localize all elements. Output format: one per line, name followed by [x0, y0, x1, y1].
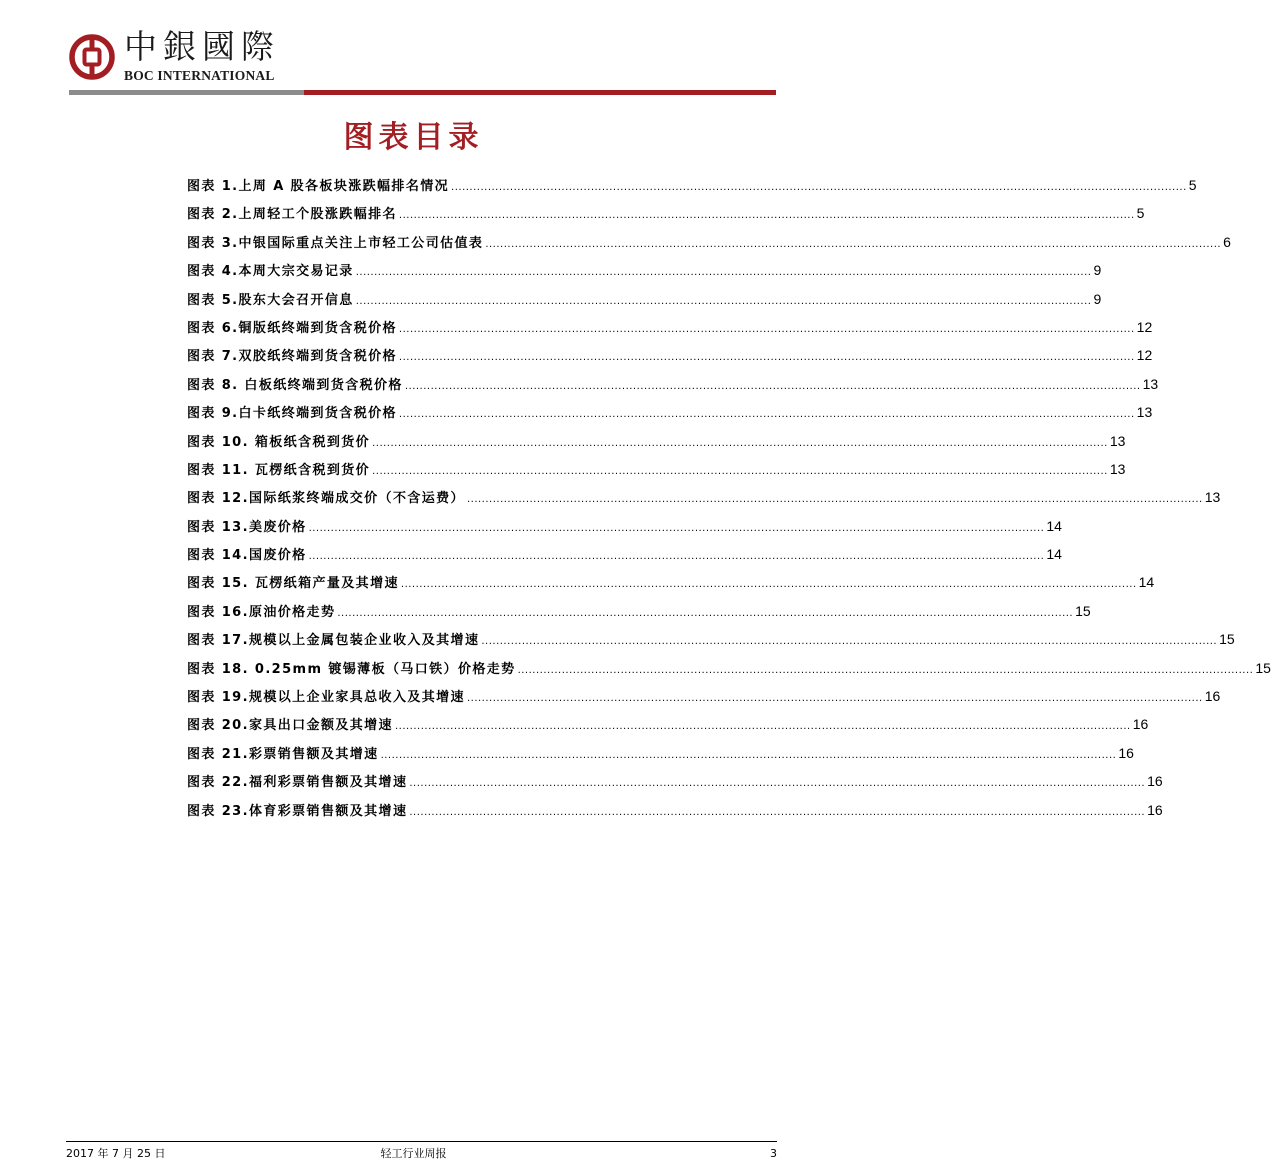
toc-dot-leader: ........................................................................................................................................................................................................: [451, 182, 1187, 193]
toc-entry-page-number: 12: [1136, 318, 1153, 335]
toc-entry[interactable]: [187, 627, 1235, 655]
toc-entry[interactable]: [187, 656, 1271, 684]
toc-entry[interactable]: [187, 542, 1062, 570]
toc-entry-page-number: 16: [1147, 801, 1163, 818]
toc-entry[interactable]: [187, 201, 1145, 229]
toc-dot-leader: ........................................................................................................................................................................................................: [337, 607, 1074, 619]
toc-entry-page-number: 13: [1136, 404, 1153, 421]
boc-coin-logo-icon: [69, 34, 115, 80]
toc-entry[interactable]: [187, 230, 1231, 258]
toc-entry-label: 图表 23.体育彩票销售额及其增速: [187, 803, 408, 819]
toc-dot-leader: ........................................................................................................................................................................................................: [398, 352, 1135, 364]
toc-entry[interactable]: [187, 372, 1159, 400]
toc-entry-label: 图表 13.美废价格: [187, 519, 307, 535]
toc-entry-page-number: 9: [1093, 290, 1102, 307]
toc-entry[interactable]: [187, 343, 1153, 371]
toc-entry[interactable]: [187, 741, 1134, 769]
toc-entry[interactable]: [187, 258, 1102, 286]
toc-dot-leader: ........................................................................................................................................................................................................: [404, 380, 1141, 392]
footer-report-name: 轻工行业周报: [380, 1147, 447, 1160]
toc-entry-label: 图表 6.铜版纸终端到货含税价格: [187, 320, 397, 336]
toc-entry-page-number: 6: [1223, 233, 1231, 250]
logo-chinese-name: 中銀國際: [124, 27, 280, 66]
toc-dot-leader: ........................................................................................................................................................................................................: [355, 295, 1092, 307]
toc-entry-page-number: 13: [1204, 489, 1221, 506]
toc-dot-leader: ........................................................................................................................................................................................................: [398, 210, 1135, 222]
toc-entry[interactable]: [187, 570, 1155, 598]
toc-entry-page-number: 14: [1138, 574, 1155, 591]
toc-entry[interactable]: [187, 173, 1197, 201]
toc-entry-page-number: 15: [1219, 631, 1235, 648]
toc-entry-page-number: 13: [1109, 460, 1126, 477]
toc-entry-page-number: 12: [1136, 347, 1153, 364]
header-rule-gray: [69, 90, 304, 95]
toc-entry-label: 图表 4.本周大宗交易记录: [187, 264, 354, 280]
toc-entry[interactable]: [187, 514, 1062, 542]
toc-entry[interactable]: [187, 712, 1149, 740]
toc-entry[interactable]: [187, 485, 1221, 513]
toc-entry-label: 图表 16.原油价格走势: [187, 604, 336, 620]
toc-entry-label: 图表 21.彩票销售额及其增速: [187, 746, 379, 762]
toc-entry[interactable]: [187, 798, 1163, 826]
header-rule-red: [304, 90, 776, 95]
toc-entry-label: 图表 14.国废价格: [187, 548, 307, 564]
toc-entry-page-number: 16: [1204, 688, 1221, 705]
toc-entry-label: 图表 19.规模以上企业家具总收入及其增速: [187, 690, 465, 706]
toc-dot-leader: ........................................................................................................................................................................................................: [308, 522, 1045, 534]
toc-dot-leader: ........................................................................................................................................................................................................: [481, 636, 1218, 648]
footer-rule: [66, 1141, 777, 1142]
toc-entry-page-number: 5: [1188, 177, 1197, 193]
page-header: [0, 0, 827, 100]
toc-dot-leader: ........................................................................................................................................................................................................: [466, 693, 1203, 705]
toc-title: 图表目录: [343, 120, 484, 155]
toc-entry-label: 图表 20.家具出口金额及其增速: [187, 718, 393, 734]
toc-entry[interactable]: [187, 684, 1221, 712]
footer-page-number: 3: [770, 1147, 777, 1160]
toc-dot-leader: ........................................................................................................................................................................................................: [372, 437, 1108, 449]
toc-dot-leader: ........................................................................................................................................................................................................: [372, 465, 1108, 477]
toc-entry[interactable]: [187, 315, 1153, 343]
toc-entry-page-number: 16: [1132, 716, 1149, 733]
toc-entry-label: 图表 17.规模以上金属包装企业收入及其增速: [187, 633, 480, 649]
logo-english-name: BOC INTERNATIONAL: [124, 68, 275, 83]
toc-dot-leader: ........................................................................................................................................................................................................: [380, 749, 1117, 761]
toc-entry-label: 图表 12.国际纸浆终端成交价（不含运费）: [187, 491, 465, 507]
toc-dot-leader: ........................................................................................................................................................................................................: [398, 409, 1135, 421]
toc-entry-label: 图表 15. 瓦楞纸箱产量及其增速: [187, 576, 399, 592]
toc-dot-leader: ........................................................................................................................................................................................................: [466, 494, 1203, 506]
toc-entry-page-number: 13: [1109, 432, 1126, 449]
toc-entry[interactable]: [187, 769, 1163, 797]
toc-entry[interactable]: [187, 287, 1102, 315]
toc-dot-leader: ........................................................................................................................................................................................................: [400, 579, 1137, 591]
toc-entry-page-number: 16: [1118, 744, 1134, 761]
toc-dot-leader: ........................................................................................................................................................................................................: [398, 323, 1135, 335]
toc-entry-page-number: 16: [1147, 773, 1163, 790]
toc-entry-page-number: 9: [1093, 262, 1102, 279]
toc-dot-leader: ........................................................................................................................................................................................................: [394, 721, 1131, 733]
toc-entry[interactable]: [187, 429, 1126, 457]
toc-entry-label: 图表 10. 箱板纸含税到货价: [187, 434, 371, 450]
toc-entry-label: 图表 8. 白板纸终端到货含税价格: [187, 377, 403, 393]
toc-entry-label: 图表 5.股东大会召开信息: [187, 292, 354, 308]
toc-list: [187, 173, 1271, 826]
toc-entry-label: 图表 1.上周 A 股各板块涨跌幅排名情况: [187, 179, 450, 194]
toc-entry[interactable]: [187, 457, 1126, 485]
toc-dot-leader: ........................................................................................................................................................................................................: [517, 664, 1254, 676]
toc-entry-page-number: 14: [1046, 546, 1062, 563]
toc-entry-label: 图表 22.福利彩票销售额及其增速: [187, 775, 408, 791]
toc-entry-label: 图表 2.上周轻工个股涨跌幅排名: [187, 207, 397, 223]
toc-dot-leader: ........................................................................................................................................................................................................: [485, 238, 1222, 250]
footer-date: 2017 年 7 月 25 日: [66, 1147, 166, 1160]
toc-entry-label: 图表 9.白卡纸终端到货含税价格: [187, 406, 397, 422]
toc-entry-page-number: 15: [1075, 602, 1091, 619]
toc-dot-leader: ........................................................................................................................................................................................................: [308, 551, 1045, 563]
toc-entry-label: 图表 7.双胶纸终端到货含税价格: [187, 349, 397, 365]
toc-entry-page-number: 13: [1142, 375, 1159, 392]
toc-entry-label: 图表 11. 瓦楞纸含税到货价: [187, 462, 371, 478]
toc-entry-label: 图表 3.中银国际重点关注上市轻工公司估值表: [187, 235, 484, 251]
toc-entry-page-number: 5: [1136, 205, 1145, 222]
toc-dot-leader: ........................................................................................................................................................................................................: [409, 806, 1146, 818]
toc-entry-label: 图表 18. 0.25mm 镀锡薄板（马口铁）价格走势: [187, 661, 516, 677]
toc-entry-page-number: 14: [1046, 517, 1062, 534]
toc-dot-leader: ........................................................................................................................................................................................................: [409, 778, 1146, 790]
toc-entry-page-number: 15: [1255, 659, 1271, 676]
toc-entry[interactable]: [187, 599, 1091, 627]
toc-dot-leader: ........................................................................................................................................................................................................: [355, 267, 1092, 279]
toc-entry[interactable]: [187, 400, 1153, 428]
